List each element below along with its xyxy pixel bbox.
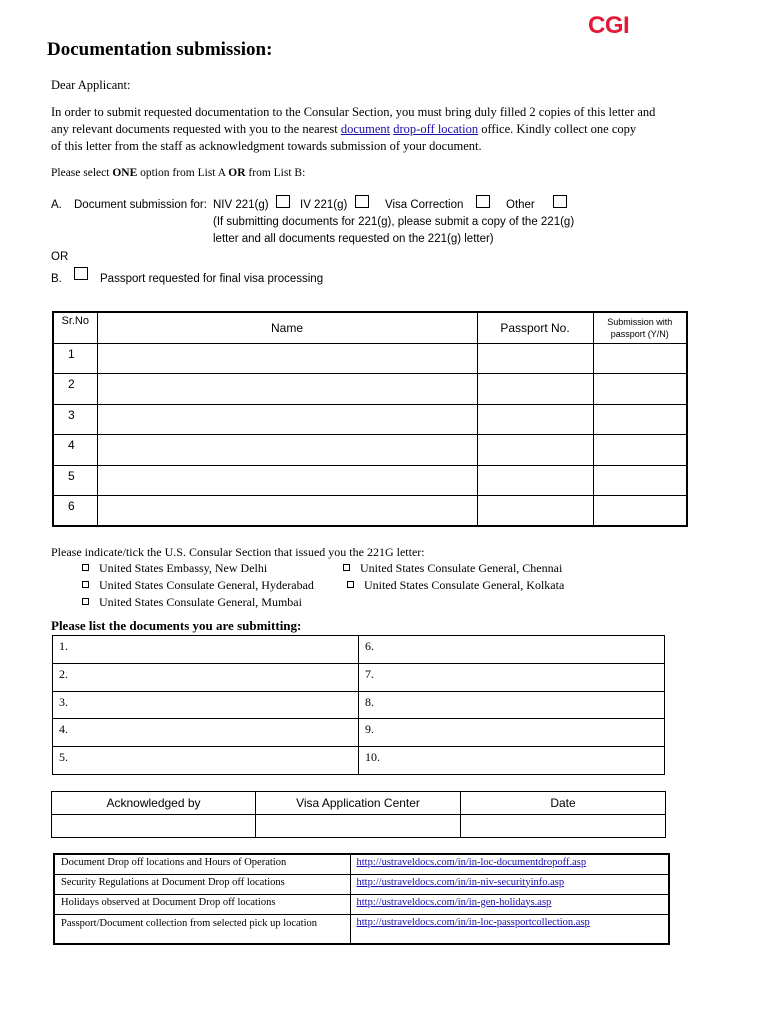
passport-cell[interactable] xyxy=(477,435,593,466)
security-info-link[interactable]: http://ustraveldocs.com/in/in-niv-securityinfo.asp xyxy=(356,876,565,888)
table-row xyxy=(53,496,687,527)
intro-line-2 xyxy=(51,121,711,138)
submission-cell[interactable] xyxy=(593,435,687,466)
link-label-cell: Security Regulations at Document Drop off locations xyxy=(54,874,350,894)
table-row xyxy=(53,343,687,374)
header-visa-application-center: Visa Application Center xyxy=(256,792,461,815)
option-a-note-2: letter and all documents requested on the 221(g) letter) xyxy=(213,233,494,245)
table-row xyxy=(53,465,687,496)
link-url-cell xyxy=(350,874,669,894)
consular-option-label: United States Consulate General, Chennai xyxy=(360,561,563,575)
select-mid: option from List A xyxy=(137,167,229,179)
table-row xyxy=(53,747,665,775)
document-cell[interactable]: 1. xyxy=(53,636,359,664)
table-row xyxy=(54,914,669,944)
link-url-cell xyxy=(350,914,669,944)
applicants-header-row xyxy=(53,312,687,343)
or-label: OR xyxy=(51,251,69,263)
submission-cell[interactable] xyxy=(593,374,687,405)
name-cell[interactable] xyxy=(97,496,477,527)
table-row xyxy=(54,874,669,894)
documents-table xyxy=(52,635,665,775)
submission-cell[interactable] xyxy=(593,465,687,496)
document-cell[interactable]: 8. xyxy=(359,691,665,719)
documents-heading: Please list the documents you are submitting: xyxy=(51,618,302,633)
sr-no-cell: 4 xyxy=(53,435,97,466)
option-a-letter: A. xyxy=(51,199,62,211)
header-submission xyxy=(593,312,687,343)
acknowledgement-header-row xyxy=(52,792,666,815)
page-title: Documentation submission: xyxy=(47,39,273,60)
link-label-cell: Passport/Document collection from selected pick up location xyxy=(54,914,350,944)
table-row xyxy=(53,663,665,691)
name-cell[interactable] xyxy=(97,374,477,405)
header-acknowledged-by: Acknowledged by xyxy=(52,792,256,815)
select-prefix: Please select xyxy=(51,167,113,179)
intro-line-2-text: any relevant documents requested with you to the nearest xyxy=(51,122,338,136)
checkbox-icon xyxy=(82,598,89,605)
document-cell[interactable]: 7. xyxy=(359,663,665,691)
sr-no-cell: 5 xyxy=(53,465,97,496)
dropoff-locations-link[interactable]: http://ustraveldocs.com/in/in-loc-documentdropoff.asp xyxy=(356,857,587,868)
holidays-link[interactable]: http://ustraveldocs.com/in/in-gen-holidays.asp xyxy=(356,896,552,908)
consular-option-kolkata[interactable] xyxy=(347,578,564,593)
intro-line-2-tail: office. Kindly collect one copy xyxy=(481,122,637,136)
header-date: Date xyxy=(461,792,666,815)
sr-no-cell: 6 xyxy=(53,496,97,527)
choice-iv: IV 221(g) xyxy=(300,199,348,211)
submission-cell[interactable] xyxy=(593,496,687,527)
other-checkbox[interactable] xyxy=(553,195,567,208)
niv-221g-checkbox[interactable] xyxy=(276,195,290,208)
acknowledgement-table xyxy=(51,791,666,838)
iv-221g-checkbox[interactable] xyxy=(355,195,369,208)
consular-option-label: United States Consulate General, Mumbai xyxy=(99,595,302,609)
document-cell[interactable]: 4. xyxy=(53,719,359,747)
choice-other: Other xyxy=(506,199,535,211)
checkbox-icon xyxy=(82,581,89,588)
checkbox-icon xyxy=(343,564,350,571)
submission-cell[interactable] xyxy=(593,343,687,374)
acknowledged-by-cell[interactable] xyxy=(52,815,256,838)
choice-visa-correction: Visa Correction xyxy=(385,199,464,211)
table-row xyxy=(53,691,665,719)
cgi-logo: CGI xyxy=(588,12,630,39)
checkbox-icon xyxy=(347,581,354,588)
header-submission-line-2: passport (Y/N) xyxy=(610,328,669,339)
link-label-cell: Holidays observed at Document Drop off locations xyxy=(54,894,350,914)
select-suffix: from List B: xyxy=(245,167,306,179)
table-row xyxy=(53,404,687,435)
option-b-label: Passport requested for final visa processing xyxy=(100,273,324,285)
drop-off-location-link[interactable]: drop-off location xyxy=(393,122,479,136)
select-or: OR xyxy=(228,167,246,179)
link-url-cell xyxy=(350,894,669,914)
passport-cell[interactable] xyxy=(477,496,593,527)
consular-option-new-delhi[interactable] xyxy=(82,561,267,576)
name-cell[interactable] xyxy=(97,435,477,466)
document-cell[interactable]: 2. xyxy=(53,663,359,691)
table-row xyxy=(53,374,687,405)
consular-option-label: United States Embassy, New Delhi xyxy=(99,561,268,575)
table-row xyxy=(52,815,666,838)
salutation: Dear Applicant: xyxy=(51,78,131,92)
consular-option-label: United States Consulate General, Kolkata xyxy=(364,578,565,592)
submission-cell[interactable] xyxy=(593,404,687,435)
consular-option-hyderabad[interactable] xyxy=(82,578,314,593)
intro-line-1: In order to submit requested documentation to the Consular Section, you must bring duly filled 2 copies of this letter and xyxy=(51,105,656,119)
header-passport-no: Passport No. xyxy=(477,312,593,343)
document-cell[interactable]: 3. xyxy=(53,691,359,719)
consular-prompt: Please indicate/tick the U.S. Consular Section that issued you the 221G letter: xyxy=(51,545,425,559)
table-row xyxy=(54,894,669,914)
visa-application-center-cell[interactable] xyxy=(256,815,461,838)
passport-cell[interactable] xyxy=(477,374,593,405)
consular-option-mumbai[interactable] xyxy=(82,595,302,610)
header-submission-line-1: Submission with xyxy=(607,316,673,327)
table-row xyxy=(53,435,687,466)
document-cell[interactable]: 10. xyxy=(359,747,665,775)
link-url-cell xyxy=(350,854,669,874)
header-name: Name xyxy=(97,312,477,343)
sr-no-cell: 2 xyxy=(53,374,97,405)
option-a-row xyxy=(51,199,62,211)
choice-niv: NIV 221(g) xyxy=(213,199,269,211)
applicants-table xyxy=(52,311,688,527)
document-cell[interactable]: 6. xyxy=(359,636,665,664)
document-link[interactable]: document xyxy=(340,122,391,136)
consular-option-chennai[interactable] xyxy=(343,561,562,576)
name-cell[interactable] xyxy=(97,465,477,496)
name-cell[interactable] xyxy=(97,404,477,435)
option-b-letter: B. xyxy=(51,273,62,285)
passport-cell[interactable] xyxy=(477,404,593,435)
checkbox-icon xyxy=(82,564,89,571)
consular-option-label: United States Consulate General, Hyderabad xyxy=(99,578,314,592)
document-cell[interactable]: 9. xyxy=(359,719,665,747)
date-cell[interactable] xyxy=(461,815,666,838)
visa-correction-checkbox[interactable] xyxy=(476,195,490,208)
intro-line-3: of this letter from the staff as acknowledgment towards submission of your document. xyxy=(51,139,482,153)
sr-no-cell: 1 xyxy=(53,343,97,374)
links-table xyxy=(53,853,670,945)
passport-requested-checkbox[interactable] xyxy=(74,267,88,280)
table-row xyxy=(53,636,665,664)
option-a-label: Document submission for: xyxy=(74,199,207,211)
header-sr-no: Sr.No xyxy=(53,312,97,343)
table-row xyxy=(54,854,669,874)
sr-no-cell: 3 xyxy=(53,404,97,435)
table-row xyxy=(53,719,665,747)
document-cell[interactable]: 5. xyxy=(53,747,359,775)
select-instruction xyxy=(51,165,305,182)
name-cell[interactable] xyxy=(97,343,477,374)
select-one: ONE xyxy=(112,167,138,179)
link-label-cell: Document Drop off locations and Hours of Operation xyxy=(54,854,350,874)
passport-cell[interactable] xyxy=(477,465,593,496)
passport-cell[interactable] xyxy=(477,343,593,374)
passport-collection-link[interactable]: http://ustraveldocs.com/in/in-loc-passportcollection.asp xyxy=(356,916,590,928)
option-a-note-1: (If submitting documents for 221(g), please submit a copy of the 221(g) xyxy=(213,216,575,228)
